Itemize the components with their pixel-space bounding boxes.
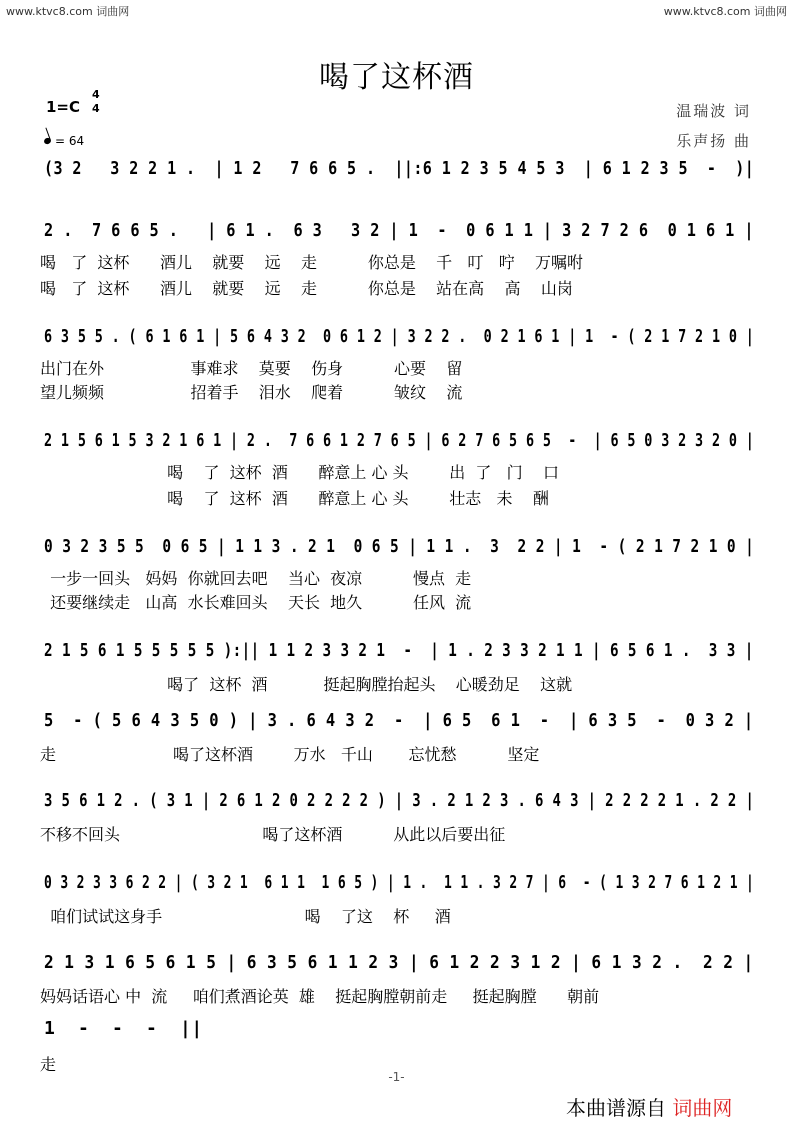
source-brand-link[interactable]: 词曲网 xyxy=(672,1096,733,1120)
notation-line: 2 1 5 6 1 5 3 2 1 6 1 | 2 . 7 6 6 1 2 7 6 5 | 6 2 7 6 5 6 5 - | 6 5 0 3 2 3 2 0 | xyxy=(44,430,755,451)
time-signature-bottom: 4 xyxy=(92,102,100,115)
song-title: 喝了这杯酒 xyxy=(319,60,474,95)
watermark-right: www.ktvc8.com 词曲网 xyxy=(663,5,787,18)
lyric-line-1: 出门在外 事难求 莫要 伤身 心要 留 xyxy=(40,359,463,378)
notation-line: 5 - ( 5 6 4 3 5 0 ) | 3 . 6 4 3 2 - | 6 5 6 1 - | 6 3 5 - 0 3 2 | xyxy=(44,710,754,731)
lyric-line-1: 喝 了 这杯 酒 醉意上 心 头 出 了 门 口 xyxy=(40,463,559,482)
lyric-line-1: 喝了 这杯 酒 挺起胸膛抬起头 心暖劲足 这就 xyxy=(40,675,573,694)
lyric-line-2: 喝 了 这杯 酒儿 就要 远 走 你总是 站在高 高 山岗 xyxy=(40,279,573,298)
notation-line: 0 3 2 3 3 6 2 2 | ( 3 2 1 6 1 1 1 6 5 ) | 1 . 1 1 . 3 2 7 | 6 - ( 1 3 2 7 6 1 2 1 | xyxy=(44,872,755,893)
composer-credit: 乐声扬 曲 xyxy=(676,132,751,150)
notation-line: 2 1 3 1 6 5 6 1 5 | 6 3 5 6 1 1 2 3 | 6 1 2 2 3 1 2 | 6 1 3 2 . 2 2 | xyxy=(44,952,754,973)
lyric-line-1: 喝 了 这杯 酒儿 就要 远 走 你总是 千 叮 咛 万嘱咐 xyxy=(40,253,584,272)
quarter-note-icon xyxy=(43,137,52,145)
lyric-line-2: 喝 了 这杯 酒 醉意上 心 头 壮志 未 酬 xyxy=(40,489,549,508)
source-credit xyxy=(566,1092,732,1121)
source-prefix: 本曲谱源自 xyxy=(566,1096,666,1120)
lyric-line-1: 不移不回头 喝了这杯酒 从此以后要出征 xyxy=(40,825,506,844)
lyric-line-2: 还要继续走 山高 水长难回头 天长 地久 任风 流 xyxy=(40,593,472,612)
time-signature-top: 4 xyxy=(92,88,100,101)
lyric-line-1: 妈妈话语心 中 流 咱们煮酒论英 雄 挺起胸膛朝前走 挺起胸膛 朝前 xyxy=(40,987,600,1006)
notation-line: 0 3 2 3 5 5 0 6 5 | 1 1 3 . 2 1 0 6 5 | 1 1 . 3 2 2 | 1 - ( 2 1 7 2 1 0 | xyxy=(44,536,755,557)
watermark-left: www.ktvc8.com 词曲网 xyxy=(6,5,130,18)
time-signature xyxy=(92,88,100,116)
lyric-line-1: 走 喝了这杯酒 万水 千山 忘忧愁 坚定 xyxy=(40,745,540,764)
lyricist-credit: 温瑞波 词 xyxy=(676,102,751,120)
page-number: -1- xyxy=(388,1070,405,1084)
lyric-line-1: 一步一回头 妈妈 你就回去吧 当心 夜凉 慢点 走 xyxy=(40,569,472,588)
notation-line: 3 5 6 1 2 . ( 3 1 | 2 6 1 2 0 2 2 2 2 ) | 3 . 2 1 2 3 . 6 4 3 | 2 2 2 2 1 . 2 2 | xyxy=(44,790,755,811)
lyric-line-1: 咱们试试这身手 喝 了这 杯 酒 xyxy=(40,907,451,926)
notation-line: 2 . 7 6 6 5 . | 6 1 . 6 3 3 2 | 1 - 0 6 1 1 | 3 2 7 2 6 0 1 6 1 | xyxy=(44,220,754,241)
tempo-marking xyxy=(44,134,84,148)
tempo-value: = 64 xyxy=(55,134,85,148)
lyric-line-2: 望儿频频 招着手 泪水 爬着 皱纹 流 xyxy=(40,383,463,402)
notation-line: 2 1 5 6 1 5 5 5 5 5 ):|| 1 1 2 3 3 2 1 - | 1 . 2 3 3 2 1 1 | 6 5 6 1 . 3 3 | xyxy=(44,640,754,661)
notation-line: 6 3 5 5 . ( 6 1 6 1 | 5 6 4 3 2 0 6 1 2 | 3 2 2 . 0 2 1 6 1 | 1 - ( 2 1 7 2 1 0 | xyxy=(44,326,755,347)
notation-line: 1 - - - || xyxy=(44,1018,203,1039)
key-signature: 1=C xyxy=(46,98,81,116)
lyric-line-1: 走 xyxy=(40,1055,57,1074)
notation-line: (3 2 3 2 2 1 . | 1 2 7 6 6 5 . ||:6 1 2 3 5 4 5 3 | 6 1 2 3 5 - )| xyxy=(44,158,755,179)
